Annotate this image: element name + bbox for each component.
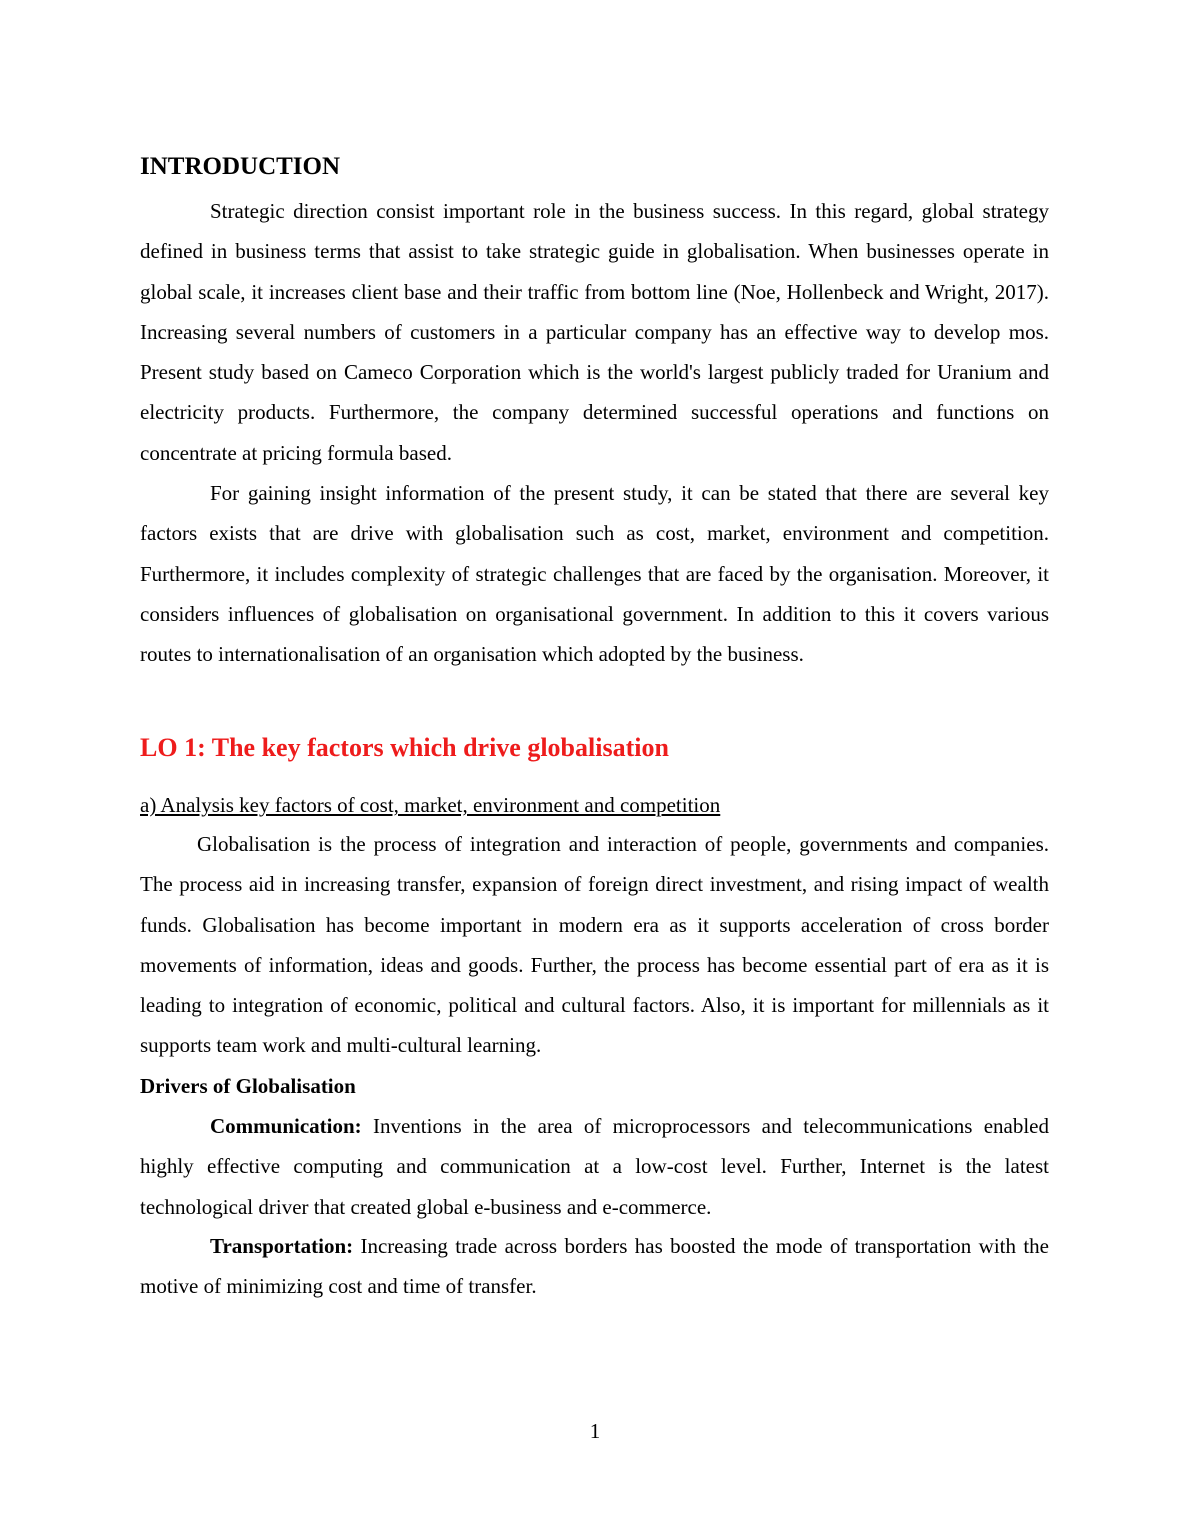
driver-communication-label: Communication: (210, 1114, 362, 1138)
section-title-introduction: INTRODUCTION (140, 153, 341, 180)
intro-paragraph-2: For gaining insight information of the present study, it can be stated that there are several key factors exists that are drive with globalisation such as cost, market, environment and competition. Furthermore, it includes complexity of strategic challenges that are faced by the organisation. Moreover, it considers influences of globalisation on organisational government. In addition to this it covers various routes to internationalisation of an organisation which adopted by the business. (140, 481, 1049, 667)
driver-transportation (140, 1226, 1049, 1307)
page-number: 1 (589, 1419, 601, 1443)
lo1-heading: LO 1: The key factors which drive globalisation (140, 733, 669, 762)
drivers-heading: Drivers of Globalisation (140, 1074, 356, 1098)
driver-communication (140, 1106, 1049, 1227)
driver-communication-text: Inventions in the area of microprocessors and telecommunications enabled highly effective computing and communication at a low-cost level. Further, Internet is the latest technological driver that created global e-business and e-commerce. (140, 1114, 1049, 1219)
intro-paragraph-1: Strategic direction consist important role in the business success. In this regard, global strategy defined in business terms that assist to take strategic guide in globalisation. When businesses operate in global scale, it increases client base and their traffic from bottom line (Noe, Hollenbeck and Wright, 2017). Increasing several numbers of customers in a particular company has an effective way to develop mos. Present study based on Cameco Corporation which is the world's largest publicly traded for Uranium and electricity products. Furthermore, the company determined successful operations and functions on concentrate at pricing formula based. (140, 199, 1049, 465)
subsection-a-heading: a) Analysis key factors of cost, market, environment and competition (140, 793, 721, 817)
driver-transportation-label: Transportation: (210, 1234, 354, 1258)
globalisation-paragraph: Globalisation is the process of integration and interaction of people, governments and companies. The process aid in increasing transfer, expansion of foreign direct investment, and rising impact of wealth funds. Globalisation has become important in modern era as it supports acceleration of cross border movements of information, ideas and goods. Further, the process has become essential part of era as it is leading to integration of economic, political and cultural factors. Also, it is important for millennials as it supports team work and multi-cultural learning. (140, 832, 1049, 1058)
driver-transportation-text: Increasing trade across borders has boosted the mode of transportation with the motive of minimizing cost and time of transfer. (140, 1234, 1049, 1299)
